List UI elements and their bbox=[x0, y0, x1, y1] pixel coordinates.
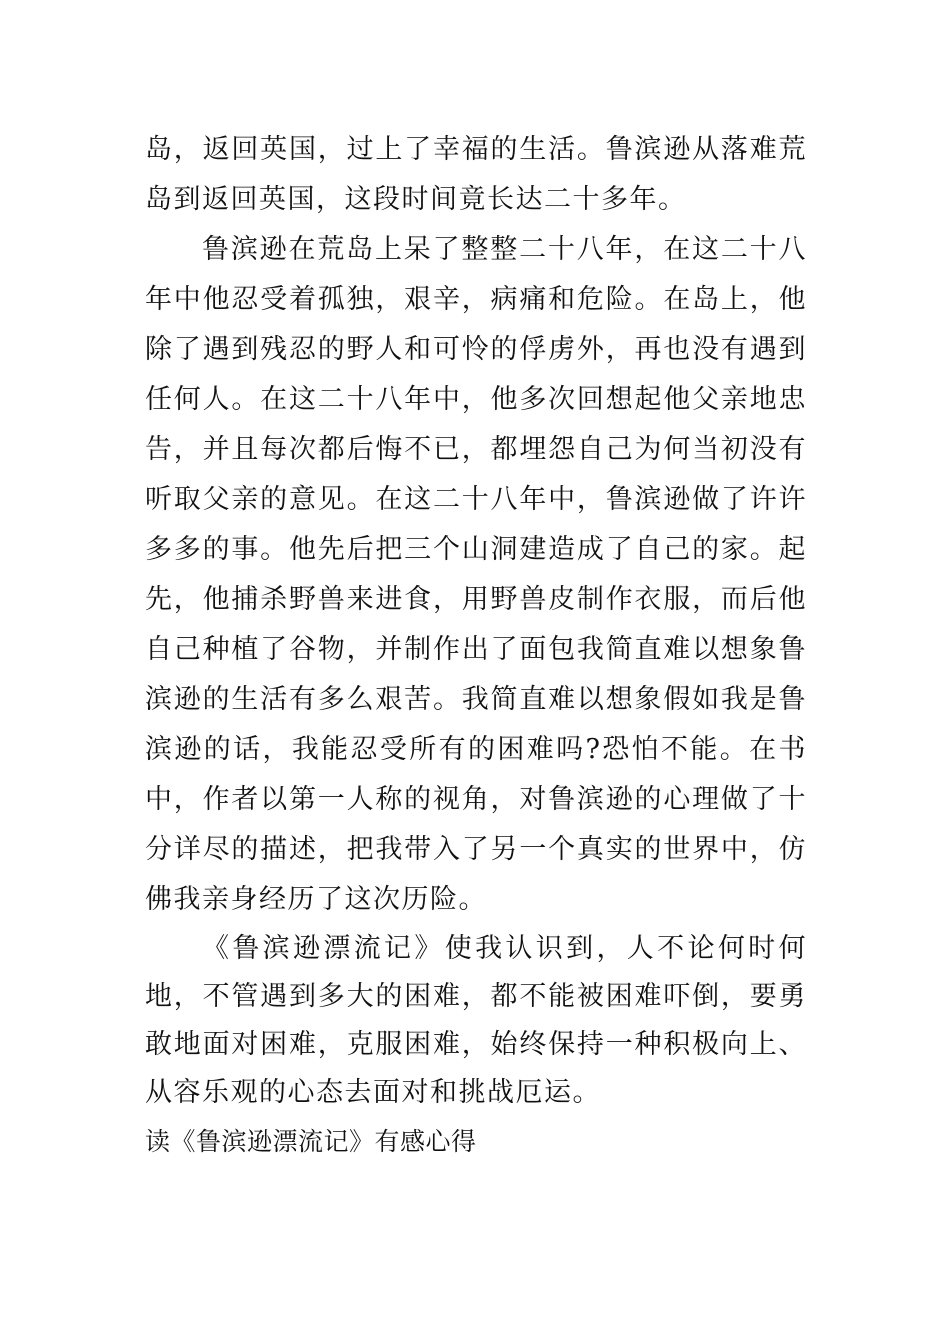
next-article-title: 读《鲁滨逊漂流记》有感心得 bbox=[145, 1127, 477, 1156]
document-body bbox=[145, 125, 807, 1165]
paragraph-continuation: 岛，返回英国，过上了幸福的生活。鲁滨逊从落难荒岛到返回英国，这段时间竟长达二十多年。 bbox=[145, 134, 807, 215]
paragraph-lesson: 《鲁滨逊漂流记》使我认识到，人不论何时何地，不管遇到多大的困难，都不能被困难吓倒，要勇敢地面对困难，克服困难，始终保持一种积极向上、从容乐观的心态去面对和挑战厄运。 bbox=[145, 933, 807, 1108]
paragraph-island-life: 鲁滨逊在荒岛上呆了整整二十八年，在这二十八年中他忍受着孤独，艰辛，病痛和危险。在岛上，他除了遇到残忍的野人和可怜的俘虏外，再也没有遇到任何人。在这二十八年中，他多次回想起他父亲地忠告，并且每次都后悔不已，都埋怨自己为何当初没有听取父亲的意见。在这二十八年中，鲁滨逊做了许许多多的事。他先后把三个山洞建造成了自己的家。起先，他捕杀野兽来进食，用野兽皮制作衣服，而后他自己种植了谷物，并制作出了面包我简直难以想象鲁滨逊的生活有多么艰苦。我简直难以想象假如我是鲁滨逊的话，我能忍受所有的困难吗?恐怕不能。在书中，作者以第一人称的视角，对鲁滨逊的心理做了十分详尽的描述，把我带入了另一个真实的世界中，仿佛我亲身经历了这次历险。 bbox=[145, 234, 807, 915]
